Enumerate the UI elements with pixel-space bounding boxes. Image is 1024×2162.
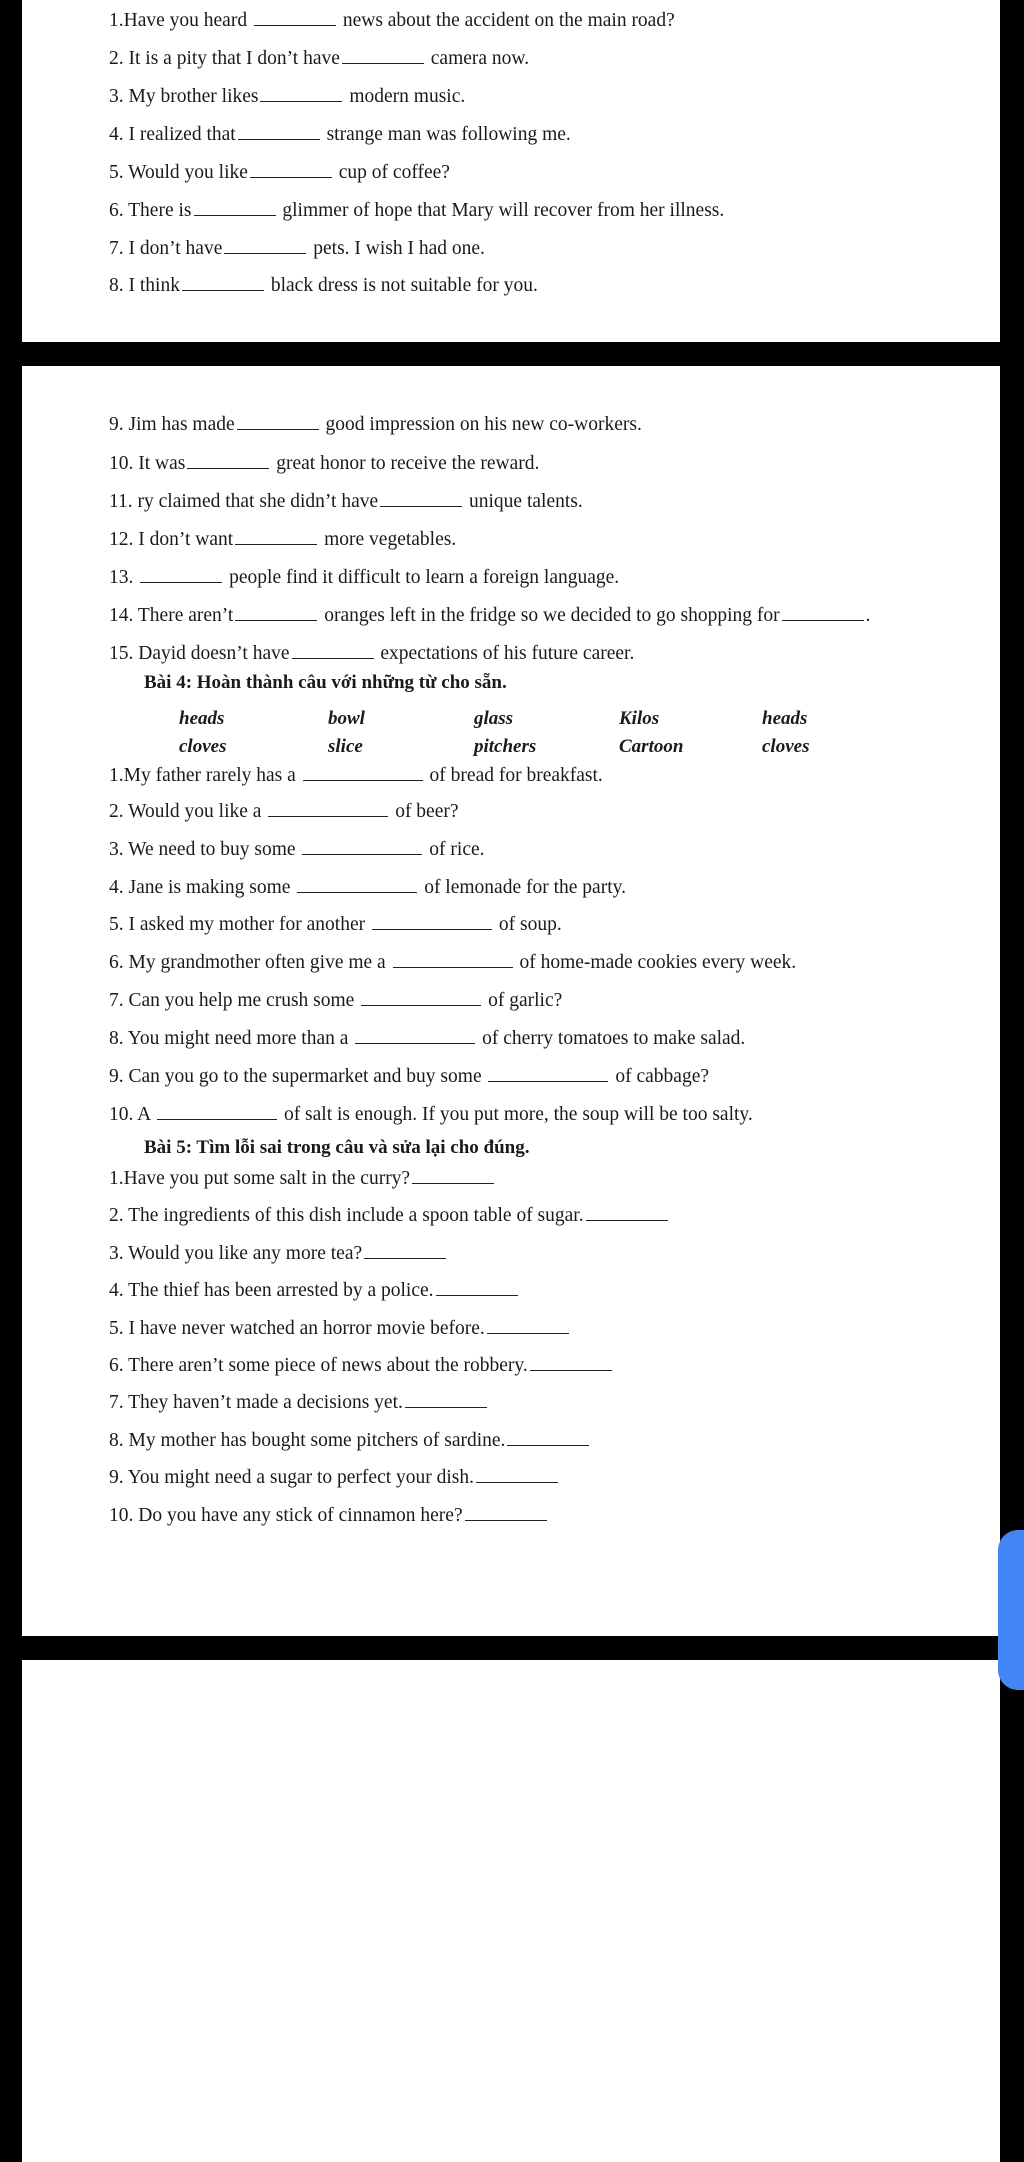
answer-blank[interactable] [260,83,342,102]
answer-blank[interactable] [530,1352,612,1371]
question-text: camera now. [425,48,530,69]
question-text: 1.Have you put some salt in the curry? [109,1168,411,1189]
answer-blank[interactable] [268,798,388,817]
question-text: good impression on his new co-workers. [320,414,642,435]
question-line [109,564,619,590]
question-text: people find it difficult to learn a foreign language. [224,567,620,588]
scrollbar-thumb[interactable] [998,1530,1024,1690]
answer-blank[interactable] [487,1315,569,1334]
question-text: 1.Have you heard [109,10,252,31]
question-text: 6. My grandmother often give me a [109,952,391,973]
question-text: of cabbage? [610,1066,710,1087]
word-bank-item: glass [474,708,514,729]
question-text: 3. Would you like any more tea? [109,1243,363,1264]
question-text: 8. My mother has bought some pitchers of sardine. [109,1430,506,1451]
question-line [109,602,871,628]
word-bank-item: bowl [328,708,365,729]
question-line [109,836,485,862]
question-line [109,1464,560,1490]
worksheet-page-2 [22,366,1000,1636]
question-text: news about the accident on the main road? [337,10,675,31]
answer-blank[interactable] [393,949,513,968]
question-text: 7. Can you help me crush some [109,990,360,1011]
question-line [109,1025,745,1051]
question-text: of garlic? [483,990,563,1011]
question-line [109,83,465,109]
answer-blank[interactable] [782,602,864,621]
question-line [109,1101,753,1127]
question-text: modern music. [344,86,466,107]
question-line [109,450,539,476]
answer-blank[interactable] [254,7,336,26]
question-line [109,1277,520,1303]
answer-blank[interactable] [250,159,332,178]
question-line [109,640,634,666]
worksheet-page-1 [22,0,1000,342]
answer-blank[interactable] [302,836,422,855]
question-text: glimmer of hope that Mary will recover from her illness. [277,200,725,221]
answer-blank[interactable] [235,602,317,621]
word-bank-item: slice [328,736,363,757]
question-text: 15. Dayid doesn’t have [109,643,290,664]
question-line [109,874,626,900]
question-line [109,1352,614,1378]
answer-blank[interactable] [476,1464,558,1483]
question-text: 5. Would you like [109,162,248,183]
worksheet-page-3-blank [22,1660,1000,2162]
question-line [109,272,538,298]
question-text: 7. I don’t have [109,238,223,259]
answer-blank[interactable] [586,1202,668,1221]
question-text: unique talents. [464,491,583,512]
question-line [109,121,571,147]
question-text: 5. I have never watched an horror movie before. [109,1318,485,1339]
question-text: 2. Would you like a [109,801,267,822]
question-text: of soup. [494,914,562,935]
question-line [109,949,796,975]
bai4-heading: Bài 4: Hoàn thành câu với những từ cho sẵn. [144,672,507,693]
word-bank-item: Cartoon [619,736,684,757]
question-text: 10. It was [109,453,186,474]
word-bank-item: Kilos [619,708,660,729]
question-text: of salt is enough. If you put more, the soup will be too salty. [279,1104,753,1125]
question-text: 10. Do you have any stick of cinnamon here? [109,1505,463,1526]
question-line [109,45,529,71]
question-text: 4. Jane is making some [109,877,296,898]
question-text: 12. I don’t want [109,529,234,550]
answer-blank[interactable] [364,1240,446,1259]
question-text: pets. I wish I had one. [308,238,485,259]
answer-blank[interactable] [465,1502,547,1521]
question-line [109,159,450,185]
answer-blank[interactable] [303,762,423,781]
word-bank-item: pitchers [474,736,537,757]
answer-blank[interactable] [372,911,492,930]
answer-blank[interactable] [297,874,417,893]
question-text: 3. We need to buy some [109,839,301,860]
question-line [109,798,459,824]
answer-blank[interactable] [237,411,319,430]
question-text: 9. Jim has made [109,414,235,435]
question-text: 10. A [109,1104,156,1125]
question-line [109,526,456,552]
question-text: 8. I think [109,275,180,296]
question-line [109,1389,489,1415]
answer-blank[interactable] [380,488,462,507]
question-text: strange man was following me. [321,124,571,145]
word-bank-item: heads [762,708,808,729]
answer-blank[interactable] [224,235,306,254]
question-line [109,1202,670,1228]
question-line [109,1165,496,1191]
question-text: 6. There is [109,200,192,221]
question-text: 3. My brother likes [109,86,259,107]
question-line [109,762,603,788]
word-bank-item: cloves [179,736,227,757]
question-line [109,197,724,223]
question-line [109,1502,549,1528]
question-text: 8. You might need more than a [109,1028,354,1049]
question-text: of lemonade for the party. [419,877,626,898]
answer-blank[interactable] [194,197,276,216]
answer-blank[interactable] [182,272,264,291]
question-text: 4. I realized that [109,124,236,145]
question-text: 13. [109,567,139,588]
answer-blank[interactable] [157,1101,277,1120]
answer-blank[interactable] [187,450,269,469]
question-text: cup of coffee? [333,162,450,183]
question-line [109,1063,709,1089]
answer-blank[interactable] [140,564,222,583]
answer-blank[interactable] [507,1427,589,1446]
answer-blank[interactable] [355,1025,475,1044]
question-text: 11. ry claimed that she didn’t have [109,491,379,512]
question-text: more vegetables. [319,529,457,550]
question-text: 2. It is a pity that I don’t have [109,48,340,69]
question-line [109,1240,448,1266]
answer-blank[interactable] [436,1277,518,1296]
question-text: black dress is not suitable for you. [265,275,538,296]
question-text: great honor to receive the reward. [271,453,540,474]
answer-blank[interactable] [238,121,320,140]
question-line [109,488,583,514]
question-text: of home-made cookies every week. [514,952,797,973]
bai5-heading: Bài 5: Tìm lỗi sai trong câu và sửa lại cho đúng. [144,1137,530,1158]
answer-blank[interactable] [488,1063,608,1082]
question-text: 4. The thief has been arrested by a police. [109,1280,434,1301]
question-text: 2. The ingredients of this dish include a spoon table of sugar. [109,1205,584,1226]
question-text: 14. There aren’t [109,605,234,626]
question-text: of beer? [390,801,459,822]
question-line [109,7,675,33]
answer-blank[interactable] [235,526,317,545]
question-line [109,235,485,261]
question-line [109,1315,571,1341]
answer-blank[interactable] [292,640,374,659]
question-text: . [865,605,871,626]
question-text: of rice. [424,839,485,860]
question-text: 9. You might need a sugar to perfect your dish. [109,1467,475,1488]
question-text: 6. There aren’t some piece of news about the robbery. [109,1355,528,1376]
answer-blank[interactable] [412,1165,494,1184]
question-line [109,411,642,437]
question-text: 7. They haven’t made a decisions yet. [109,1392,403,1413]
question-line [109,987,562,1013]
word-bank-item: cloves [762,736,810,757]
answer-blank[interactable] [405,1389,487,1408]
question-text: of bread for breakfast. [424,765,603,786]
answer-blank[interactable] [342,45,424,64]
word-bank-item: heads [179,708,225,729]
question-text: 9. Can you go to the supermarket and buy some [109,1066,487,1087]
answer-blank[interactable] [361,987,481,1006]
question-text: expectations of his future career. [375,643,635,664]
question-line [109,1427,591,1453]
question-line [109,911,562,937]
question-text: of cherry tomatoes to make salad. [477,1028,746,1049]
question-text: oranges left in the fridge so we decided to go shopping for [319,605,780,626]
question-text: 5. I asked my mother for another [109,914,371,935]
question-text: 1.My father rarely has a [109,765,301,786]
